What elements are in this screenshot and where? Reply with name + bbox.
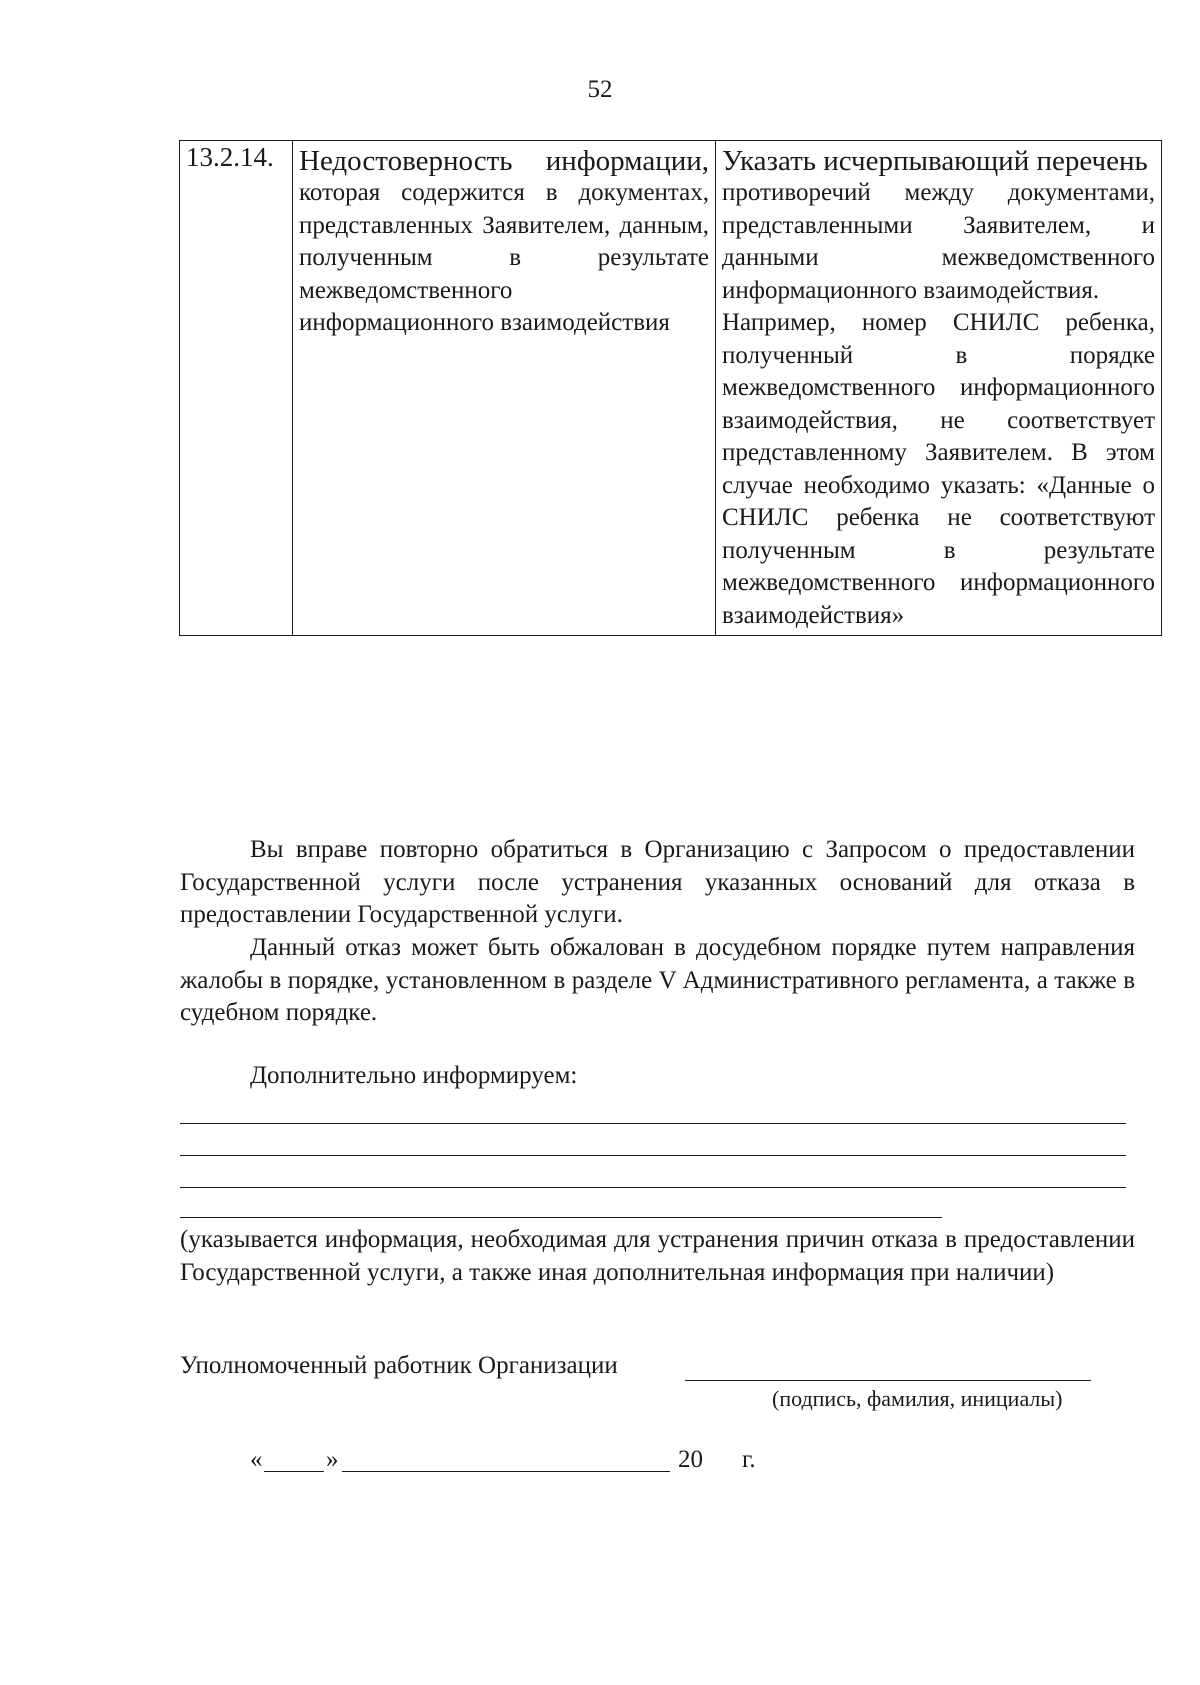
date-block xyxy=(250,1444,770,1478)
hint-text: (указывается информация, необходимая для устранения причин отказа в предоставлении Государственной услуги, а также иная дополнительная информация при наличии) xyxy=(180,1226,1135,1286)
date-close-quote: » xyxy=(326,1446,339,1473)
additional-info-label: Дополнительно информируем: xyxy=(250,1062,578,1089)
date-month-line xyxy=(342,1471,670,1472)
signature-line xyxy=(685,1380,1091,1381)
row-number-cell xyxy=(180,141,293,636)
refusal-reasons-table xyxy=(179,140,1162,636)
additional-info-line-1 xyxy=(180,1123,1126,1124)
explanation-title: Указать исчерпывающий перечень xyxy=(722,145,1148,177)
page-number: 52 xyxy=(587,76,613,103)
date-year-suffix: г. xyxy=(742,1446,756,1473)
retry-paragraph xyxy=(180,834,1135,932)
explanation-text: противоречий между документами, представленными Заявителем, и данными межведомственного информационного взаимодействия. xyxy=(722,179,1155,304)
date-open-quote: « xyxy=(250,1446,263,1473)
signature-label: Уполномоченный работник Организации xyxy=(180,1352,618,1379)
additional-info-line-3 xyxy=(180,1187,1126,1188)
additional-info-line-2 xyxy=(180,1155,1126,1156)
row-number: 13.2.14. xyxy=(186,142,274,172)
appeal-text: Данный отказ может быть обжалован в досудебном порядке путем направления жалобы в порядке, установленном в разделе V Административного регламента, а также в судебном порядке. xyxy=(180,934,1135,1026)
reason-text: которая содержится в документах, представленных Заявителем, данным, полученным в результате межведомственного информационного взаимодействия xyxy=(299,179,709,336)
hint-paragraph xyxy=(180,1224,1135,1289)
additional-info-paragraph xyxy=(180,1060,1135,1093)
table-row xyxy=(180,141,1162,636)
signature-hint: (подпись, фамилия, инициалы) xyxy=(772,1386,1063,1411)
reason-cell xyxy=(293,141,716,636)
retry-text: Вы вправе повторно обратиться в Организацию с Запросом о предоставлении Государственной услуги после устранения указанных оснований для отказа в предоставлении Государственной услуги. xyxy=(180,836,1135,928)
date-year-prefix: 20 xyxy=(678,1446,703,1473)
example-text: Например, номер СНИЛС ребенка, полученный в порядке межведомственного информационного взаимодействия, не соответствует представленному Заявителем. В этом случае необходимо указать: «Данные о СНИЛС ребенка не соответствуют полученным в результате межведомственного информационного взаимодействия» xyxy=(722,309,1155,629)
signature-block xyxy=(180,1350,618,1382)
additional-info-line-4 xyxy=(180,1217,942,1218)
appeal-paragraph xyxy=(180,932,1135,1030)
date-day-line xyxy=(264,1471,324,1472)
reason-title: Недостоверность информации, xyxy=(299,145,709,177)
explanation-cell xyxy=(716,141,1162,636)
